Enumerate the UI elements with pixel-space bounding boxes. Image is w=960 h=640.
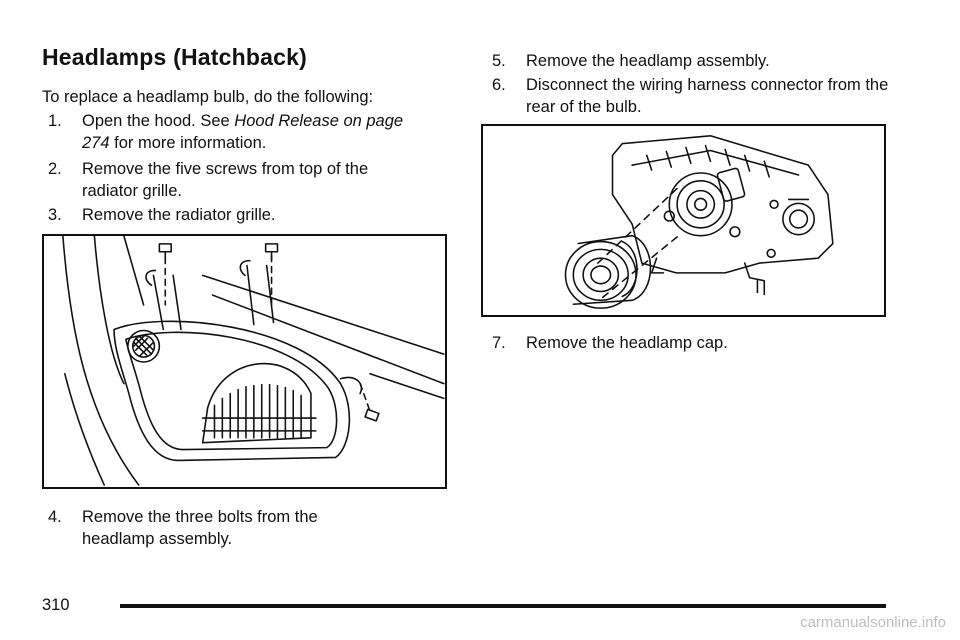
step-5: [492, 50, 912, 72]
step-text: Disconnect the wiring harness connector from the rear of the bulb.: [526, 76, 889, 116]
step-number: 5.: [492, 52, 506, 70]
step-2: [48, 158, 388, 202]
step-text: Open the hood. See Hood Release on page 274 for more information.: [82, 112, 404, 152]
hood-release-link[interactable]: Hood Release on page 274: [82, 112, 404, 152]
step-number: 4.: [48, 508, 62, 526]
headlamp-assembly-drawing: [483, 126, 884, 315]
footer-rule: [120, 604, 886, 608]
headlamp-bolts-drawing: [44, 236, 445, 487]
step-4: [48, 506, 378, 550]
step-text: Remove the three bolts from the headlamp assembly.: [82, 508, 318, 548]
step-text: Remove the headlamp assembly.: [526, 52, 770, 70]
headlamp-bolts-illustration: [42, 234, 447, 489]
page-title: Headlamps (Hatchback): [42, 44, 307, 70]
step-number: 1.: [48, 112, 62, 130]
intro-text: To replace a headlamp bulb, do the following:: [42, 88, 374, 106]
step-7: [492, 332, 912, 354]
step-3: [48, 204, 428, 226]
step-number: 7.: [492, 334, 506, 352]
page-number: 310: [42, 596, 70, 614]
step-6: [492, 74, 912, 118]
step-number: 6.: [492, 76, 506, 94]
site-watermark: carmanualsonline.info: [800, 614, 946, 631]
step-1: [48, 110, 428, 154]
step-text: Remove the radiator grille.: [82, 206, 276, 224]
step-number: 3.: [48, 206, 62, 224]
step-text: Remove the five screws from top of the radiator grille.: [82, 160, 369, 200]
step-text: Remove the headlamp cap.: [526, 334, 728, 352]
headlamp-assembly-illustration: [481, 124, 886, 317]
step-number: 2.: [48, 160, 62, 178]
